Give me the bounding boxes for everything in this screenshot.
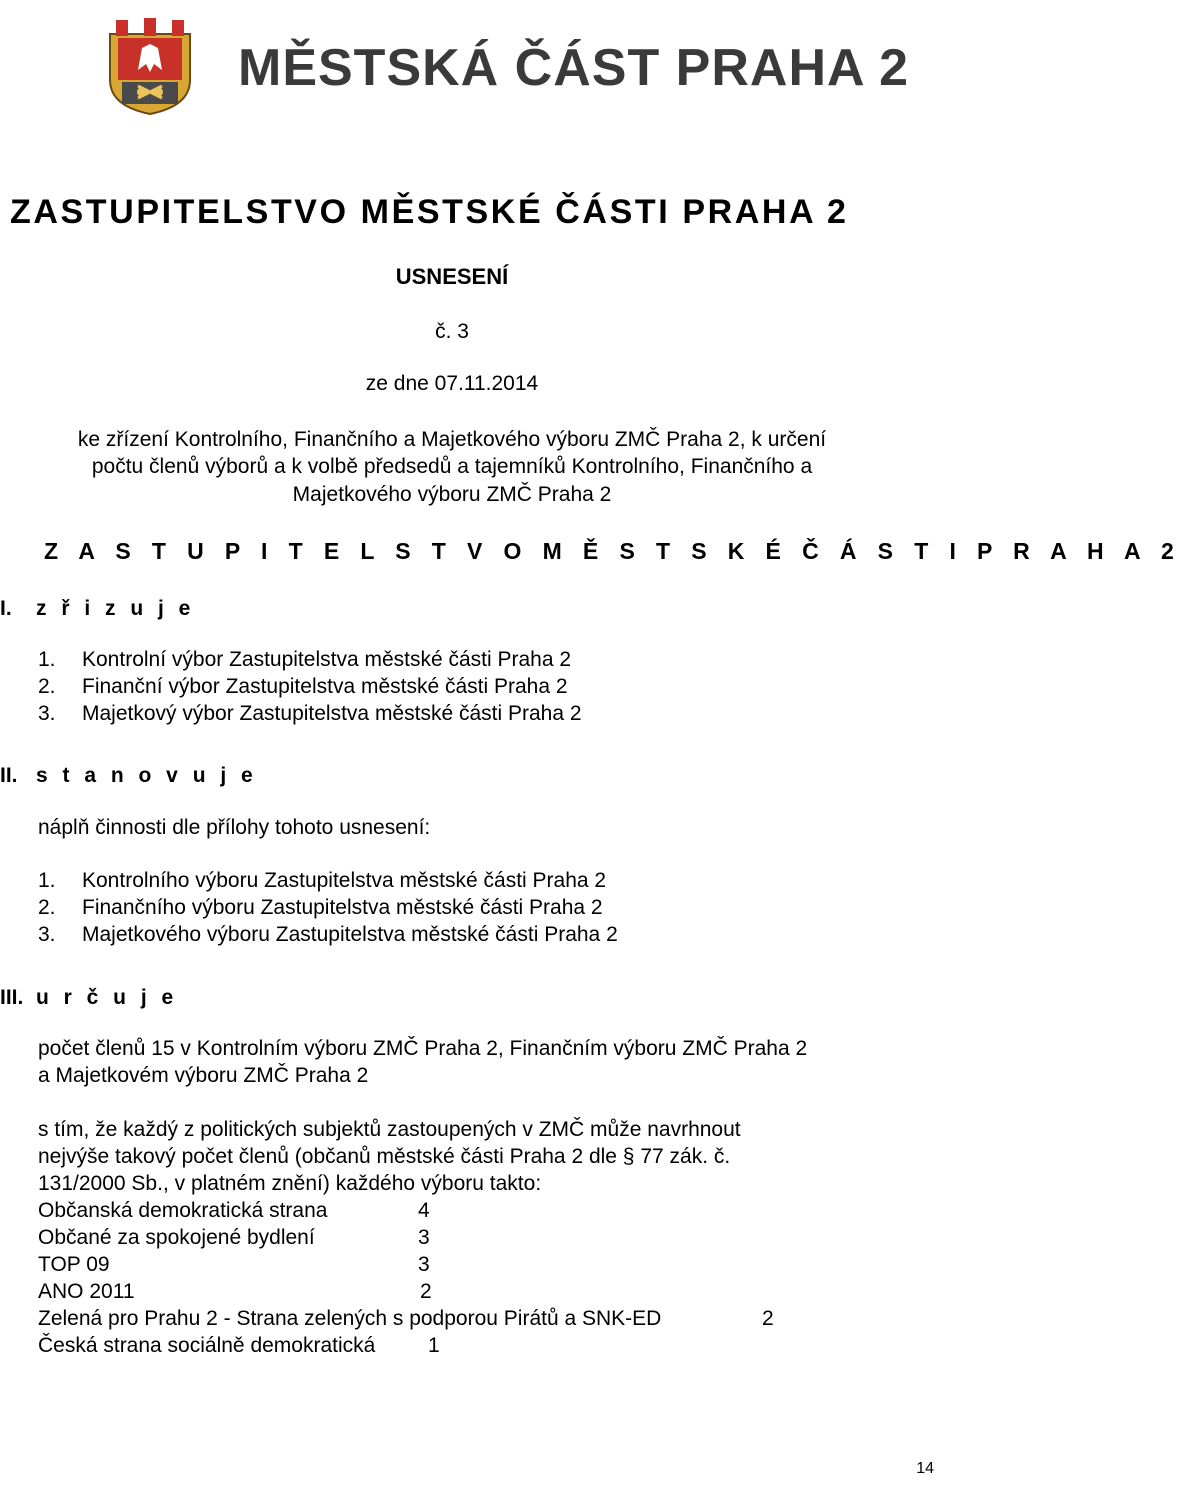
- party-name: Zelená pro Prahu 2 - Strana zelených s podporou Pirátů a SNK-ED: [38, 1307, 662, 1330]
- item-text: Majetkový výbor Zastupitelstva městské části Praha 2: [82, 702, 582, 725]
- section-number: III.: [0, 986, 24, 1009]
- section-verb: z ř i z u j e: [36, 597, 195, 620]
- item-text: Majetkového výboru Zastupitelstva městské části Praha 2: [82, 923, 618, 946]
- party-name: TOP 09: [38, 1253, 110, 1276]
- item-text: Finanční výbor Zastupitelstva městské části Praha 2: [82, 675, 568, 698]
- party-row: [38, 1226, 938, 1252]
- document-type: USNESENÍ: [395, 264, 509, 289]
- paragraph-line: s tím, že každý z politických subjektů zastoupených v ZMČ může navrhnout: [38, 1118, 741, 1141]
- party-name: Česká strana sociálně demokratická: [38, 1334, 376, 1357]
- resolution-number: č. 3: [435, 320, 469, 343]
- section-intro: náplň činnosti dle přílohy tohoto usnesení:: [38, 816, 431, 839]
- item-number: 3.: [38, 702, 56, 725]
- item-text: Kontrolního výboru Zastupitelstva městské části Praha 2: [82, 869, 607, 892]
- party-count: 1: [428, 1334, 440, 1357]
- item-number: 2.: [38, 675, 56, 698]
- party-row: [38, 1199, 938, 1225]
- paragraph-line: a Majetkovém výboru ZMČ Praha 2: [38, 1064, 369, 1087]
- party-name: Občané za spokojené bydlení: [38, 1226, 315, 1249]
- party-row: [38, 1253, 938, 1279]
- subject-line: počtu členů výborů a k volbě předsedů a tajemníků Kontrolního, Finančního a: [91, 455, 813, 478]
- section-number: I.: [0, 597, 12, 620]
- list-item: [38, 675, 738, 701]
- item-number: 3.: [38, 923, 56, 946]
- paragraph-line: 131/2000 Sb., v platném znění) každého výboru takto:: [38, 1172, 542, 1195]
- list-item: [38, 869, 738, 895]
- document-title: ZASTUPITELSTVO MĚSTSKÉ ČÁSTI PRAHA 2: [10, 193, 849, 231]
- item-number: 1.: [38, 648, 56, 671]
- party-count: 4: [418, 1199, 430, 1222]
- paragraph-line: počet členů 15 v Kontrolním výboru ZMČ Praha 2, Finančním výboru ZMČ Praha 2: [38, 1037, 808, 1060]
- section-number: II.: [0, 764, 18, 787]
- item-number: 2.: [38, 896, 56, 919]
- item-number: 1.: [38, 869, 56, 892]
- logo-title: MĚSTSKÁ ČÁST PRAHA 2: [238, 39, 910, 97]
- assembly-heading: Z A S T U P I T E L S T V O M Ě S T S K É Č Á S T I P R A H A 2: [44, 538, 1181, 564]
- list-item: [38, 923, 738, 949]
- party-name: Občanská demokratická strana: [38, 1199, 328, 1222]
- party-row: [38, 1307, 938, 1333]
- page-number: 14: [916, 1460, 934, 1477]
- item-text: Kontrolní výbor Zastupitelstva městské části Praha 2: [82, 648, 572, 671]
- list-item: [38, 702, 738, 728]
- resolution-date: ze dne 07.11.2014: [365, 372, 539, 395]
- list-item: [38, 648, 738, 674]
- section-verb: u r č u j e: [36, 986, 178, 1009]
- section-verb: s t a n o v u j e: [36, 764, 258, 787]
- subject-line: ke zřízení Kontrolního, Finančního a Majetkového výboru ZMČ Praha 2, k určení: [77, 428, 827, 451]
- party-name: ANO 2011: [38, 1280, 135, 1303]
- party-count: 3: [418, 1226, 430, 1249]
- party-count: 2: [420, 1280, 432, 1303]
- party-row: [38, 1280, 938, 1306]
- coat-of-arms-icon: [108, 18, 192, 116]
- paragraph-line: nejvýše takový počet členů (občanů městské části Praha 2 dle § 77 zák. č.: [38, 1145, 731, 1168]
- list-item: [38, 896, 738, 922]
- party-count: 2: [762, 1307, 774, 1330]
- item-text: Finančního výboru Zastupitelstva městské části Praha 2: [82, 896, 603, 919]
- party-count: 3: [418, 1253, 430, 1276]
- subject-line: Majetkového výboru ZMČ Praha 2: [292, 483, 612, 506]
- party-row: [38, 1334, 938, 1360]
